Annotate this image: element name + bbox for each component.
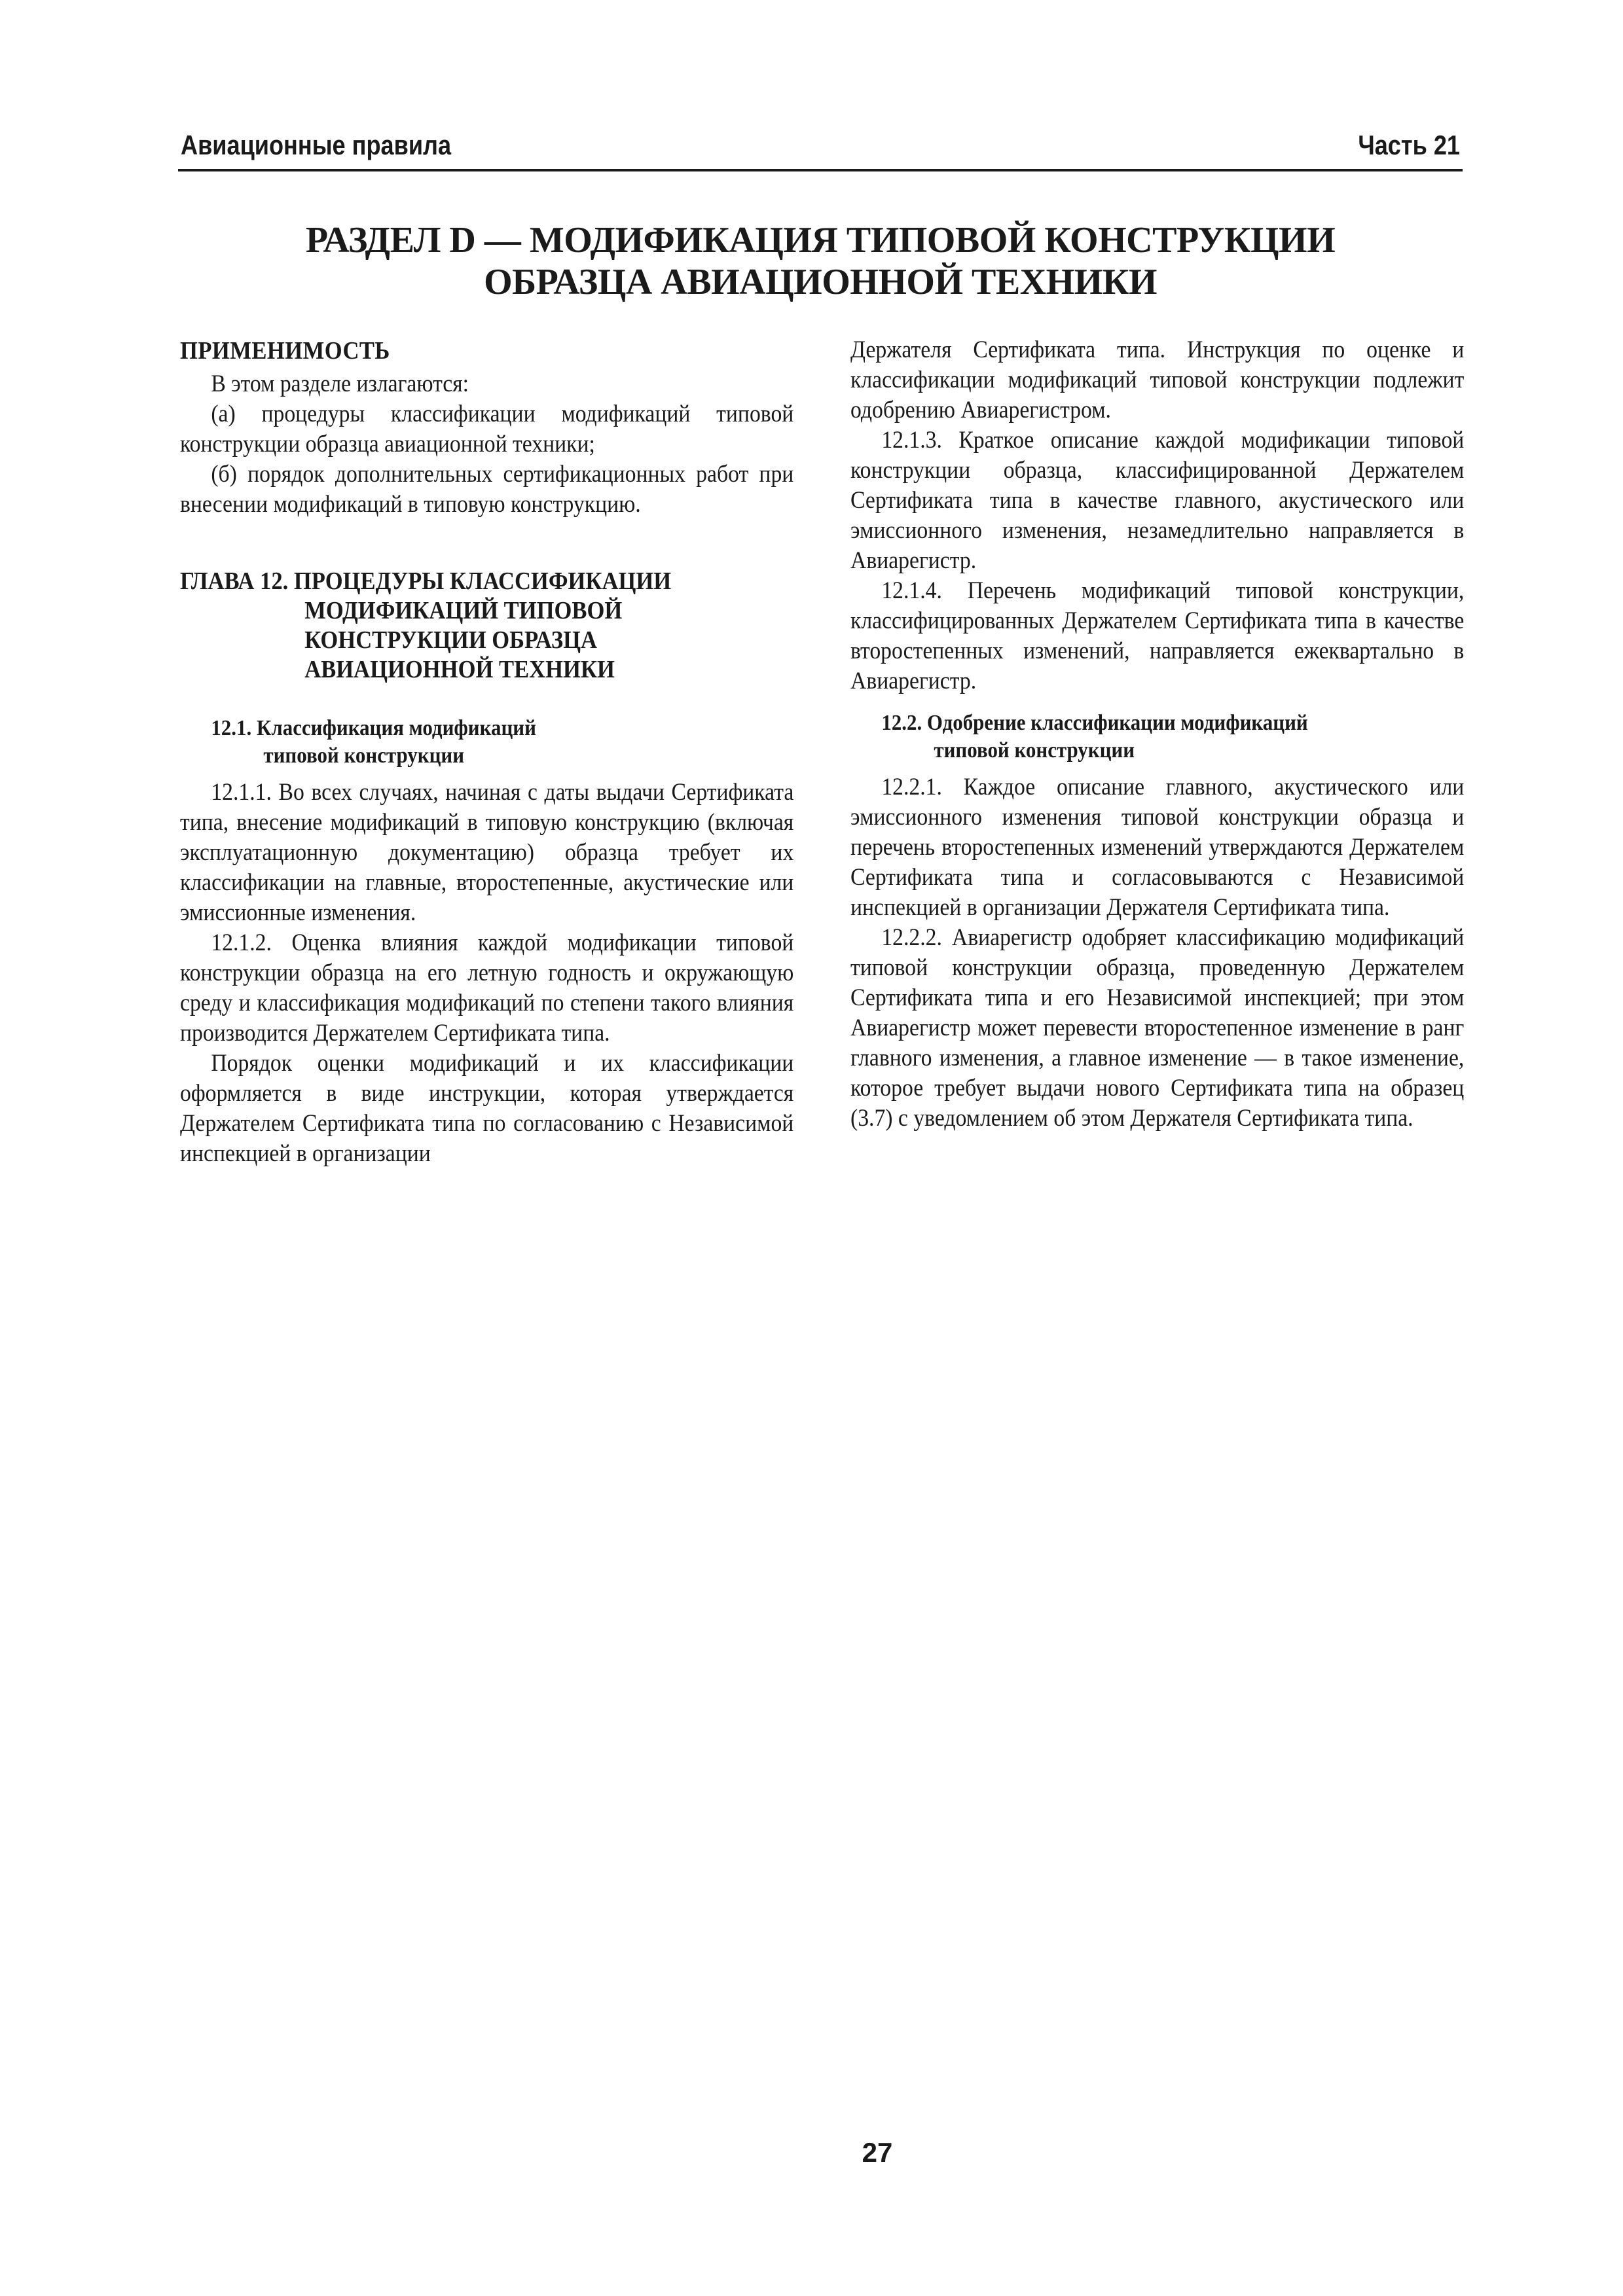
section-title-line-1: РАЗДЕЛ D — МОДИФИКАЦИЯ ТИПОВОЙ КОНСТРУКЦИИ: [305, 220, 1336, 260]
applicability-heading: ПРИМЕНИМОСТЬ: [180, 337, 390, 365]
chapter-heading-line-2: МОДИФИКАЦИЙ ТИПОВОЙ: [304, 597, 623, 624]
section-title-line-2: ОБРАЗЦА АВИАЦИОННОЙ ТЕХНИКИ: [484, 262, 1157, 302]
paragraph-12-2-1: 12.2.1. Каждое описание главного, акустического или эмиссионного изменения типовой конструкции образца и перечень второстепенных изменений утверждаются Держателем Сертификата типа и согласовываются с Независимой инспекцией в организации Держателя Сертификата типа.: [850, 774, 1465, 921]
applicability-item-a: (а) процедуры классификации модификаций типовой конструкции образца авиационной техники;: [180, 401, 794, 457]
paragraph-12-1-1: 12.1.1. Во всех случаях, начиная с даты выдачи Сертификата типа, внесение модификаций в типовую конструкцию (включая эксплуатационную документацию) образца требует их классификации на главные, второстепенные, акустические или эмиссионные изменения.: [180, 779, 794, 926]
subsection-12-2-line-1: 12.2. Одобрение классификации модификаций: [881, 711, 1308, 735]
page-number: 27: [862, 2137, 893, 2168]
subsection-12-1-heading: [211, 715, 793, 770]
applicability-intro: В этом разделе излагаются:: [211, 370, 469, 397]
paragraph-procedure-order: Порядок оценки модификаций и их классификации оформляется в виде инструкции, которая утверждается Держателем Сертификата типа по согласованию с Независимой инспекцией в организации: [180, 1050, 794, 1167]
left-column: [180, 335, 793, 1169]
chapter-heading-line-4: АВИАЦИОННОЙ ТЕХНИКИ: [304, 656, 615, 683]
running-header: [178, 122, 1463, 171]
paragraph-12-1-2: 12.1.2. Оценка влияния каждой модификации типовой конструкции образца на его летную годность и окружающую среду и классификация модификаций по степени такого влияния производится Держателем Сертификата типа.: [180, 929, 794, 1047]
paragraph-12-1-4: 12.1.4. Перечень модификаций типовой конструкции, классифицированных Держателем Сертификата типа в качестве второстепенных изменений, направляется ежеквартально в Авиарегистр.: [850, 577, 1465, 694]
subsection-12-2-heading: [881, 709, 1464, 764]
subsection-12-2-line-2: типовой конструкции: [934, 738, 1135, 762]
chapter-heading-line-3: КОНСТРУКЦИИ ОБРАЗЦА: [304, 626, 597, 654]
right-column: [850, 335, 1464, 1134]
paragraph-12-1-3: 12.1.3. Краткое описание каждой модификации типовой конструкции образца, классифицированной Держателем Сертификата типа в качестве главного, акустического или эмиссионного изменения, незамедлительно направляется в Авиарегистр.: [850, 427, 1465, 574]
paragraph-12-2-2: 12.2.2. Авиарегистр одобряет классификацию модификаций типовой конструкции образца, проведенную Держателем Сертификата типа и его Независимой инспекцией; при этом Авиарегистр может перевести второстепенное изменение в ранг главного изменения, а главное изменение — в такое изменение, которое требует выдачи нового Сертификата типа на образец (3.7) с уведомлением об этом Держателя Сертификата типа.: [850, 924, 1465, 1132]
header-document-title: Авиационные правила: [181, 130, 452, 160]
subsection-12-1-line-2: типовой конструкции: [263, 744, 465, 768]
subsection-12-1-line-1: 12.1. Классификация модификаций: [211, 716, 536, 740]
paragraph-procedure-order-continued: Держателя Сертификата типа. Инструкция по оценке и классификации модификаций типовой конструкции подлежит одобрению Авиарегистром.: [850, 336, 1465, 423]
header-part-number: Часть 21: [1358, 130, 1460, 160]
chapter-heading-line-1: ГЛАВА 12. ПРОЦЕДУРЫ КЛАССИФИКАЦИИ: [180, 567, 672, 595]
applicability-item-b: (б) порядок дополнительных сертификационных работ при внесении модификаций в типовую конструкцию.: [180, 461, 794, 518]
section-title: [178, 219, 1463, 303]
chapter-heading: [180, 567, 793, 685]
